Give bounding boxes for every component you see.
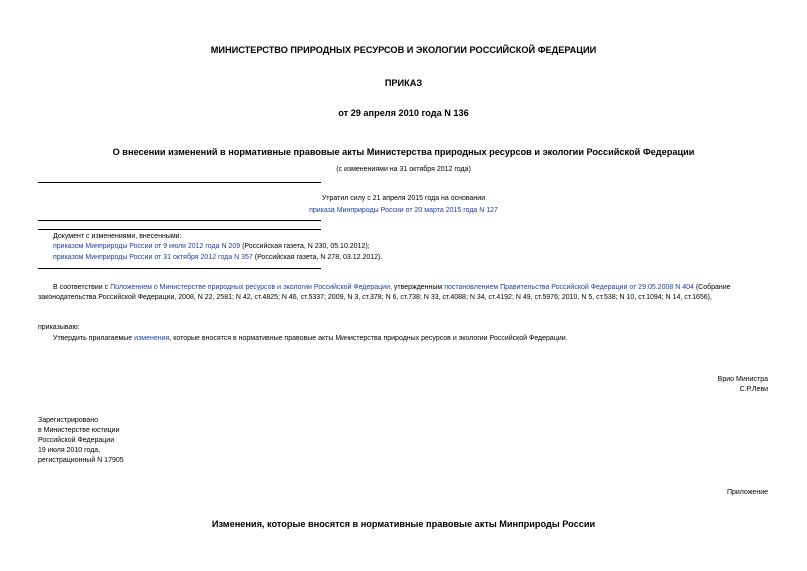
doc-date-number: от 29 апреля 2010 года N 136: [338, 108, 469, 118]
doc-type-heading: ПРИКАЗ: [384, 78, 423, 88]
lost-force-link-line: [0, 207, 807, 214]
signature-position: Врио Министра: [717, 376, 768, 383]
body-text: Утвердить прилагаемые: [53, 335, 135, 342]
changes-item-link[interactable]: приказом Минприроды России от 9 июля 2012 года N 209: [53, 243, 241, 250]
divider: [38, 220, 321, 221]
body-paragraph-line1: [53, 284, 731, 291]
changes-item-link[interactable]: приказом Минприроды России от 31 октября 2012 года N 357: [53, 254, 253, 261]
changes-item: [53, 243, 370, 250]
registration-line: в Министерстве юстиции: [38, 427, 120, 434]
body-text: (Собрание: [693, 284, 731, 291]
divider: [38, 182, 321, 183]
divider: [38, 268, 321, 269]
changes-item: [53, 254, 382, 261]
changes-link[interactable]: изменения: [134, 335, 170, 342]
body-paragraph-line2: законодательства Российской Федерации, 2008, N 22, 2581; N 42, ст.4825; N 46, ст.5337; 2009, N 3, ст.378; N 6, ст.738; N 33, ст.4088; N 34, ст.4192; N 49, ст.5976; 2010, N 5, ст.538; N 10, ст.1094; N 14, ст.1656),: [38, 294, 712, 301]
changes-heading: Документ с изменениями, внесенными:: [53, 233, 182, 240]
body-text: В соответствии с: [53, 284, 111, 291]
body-text: , утвержденным: [389, 284, 445, 291]
signature-name: С.Р.Леви: [739, 386, 768, 393]
approve-paragraph: [53, 335, 568, 342]
registration-line: регистрационный N 17905: [38, 457, 124, 464]
body-text: , которые вносятся в нормативные правовые акты Министерства природных ресурсов и экологии Российской Федерации.: [169, 335, 568, 342]
registration-line: Российской Федерации: [38, 437, 115, 444]
appendix-title: Изменения, которые вносятся в нормативные правовые акты Минприроды России: [211, 519, 596, 529]
registration-line: 19 июля 2010 года,: [38, 447, 101, 454]
order-word: приказываю:: [38, 324, 80, 331]
registration-line: Зарегистрировано: [38, 417, 98, 424]
changes-item-source: (Российская газета, N 278, 03.12.2012).: [252, 254, 383, 261]
ministry-heading: МИНИСТЕРСТВО ПРИРОДНЫХ РЕСУРСОВ И ЭКОЛОГИИ РОССИЙСКОЙ ФЕДЕРАЦИИ: [210, 45, 597, 55]
divider: [38, 229, 321, 230]
lost-force-link[interactable]: приказа Минприроды России от 20 марта 2015 года N 127: [309, 207, 498, 214]
amended-note: (с изменениями на 31 октября 2012 года): [336, 166, 471, 173]
doc-title: О внесении изменений в нормативные правовые акты Министерства природных ресурсов и экологии Российской Федерации: [112, 147, 695, 157]
regulation-link[interactable]: Положением о Министерстве природных ресурсов и экологии Российской Федерации: [110, 284, 390, 291]
lost-force-text: Утратил силу с 21 апреля 2015 года на основании: [321, 195, 486, 202]
appendix-label: Приложение: [726, 489, 768, 496]
changes-item-source: (Российская газета, N 230, 05.10.2012);: [240, 243, 370, 250]
government-decree-link[interactable]: постановлением Правительства Российской Федерации от 29.05.2008 N 404: [444, 284, 694, 291]
